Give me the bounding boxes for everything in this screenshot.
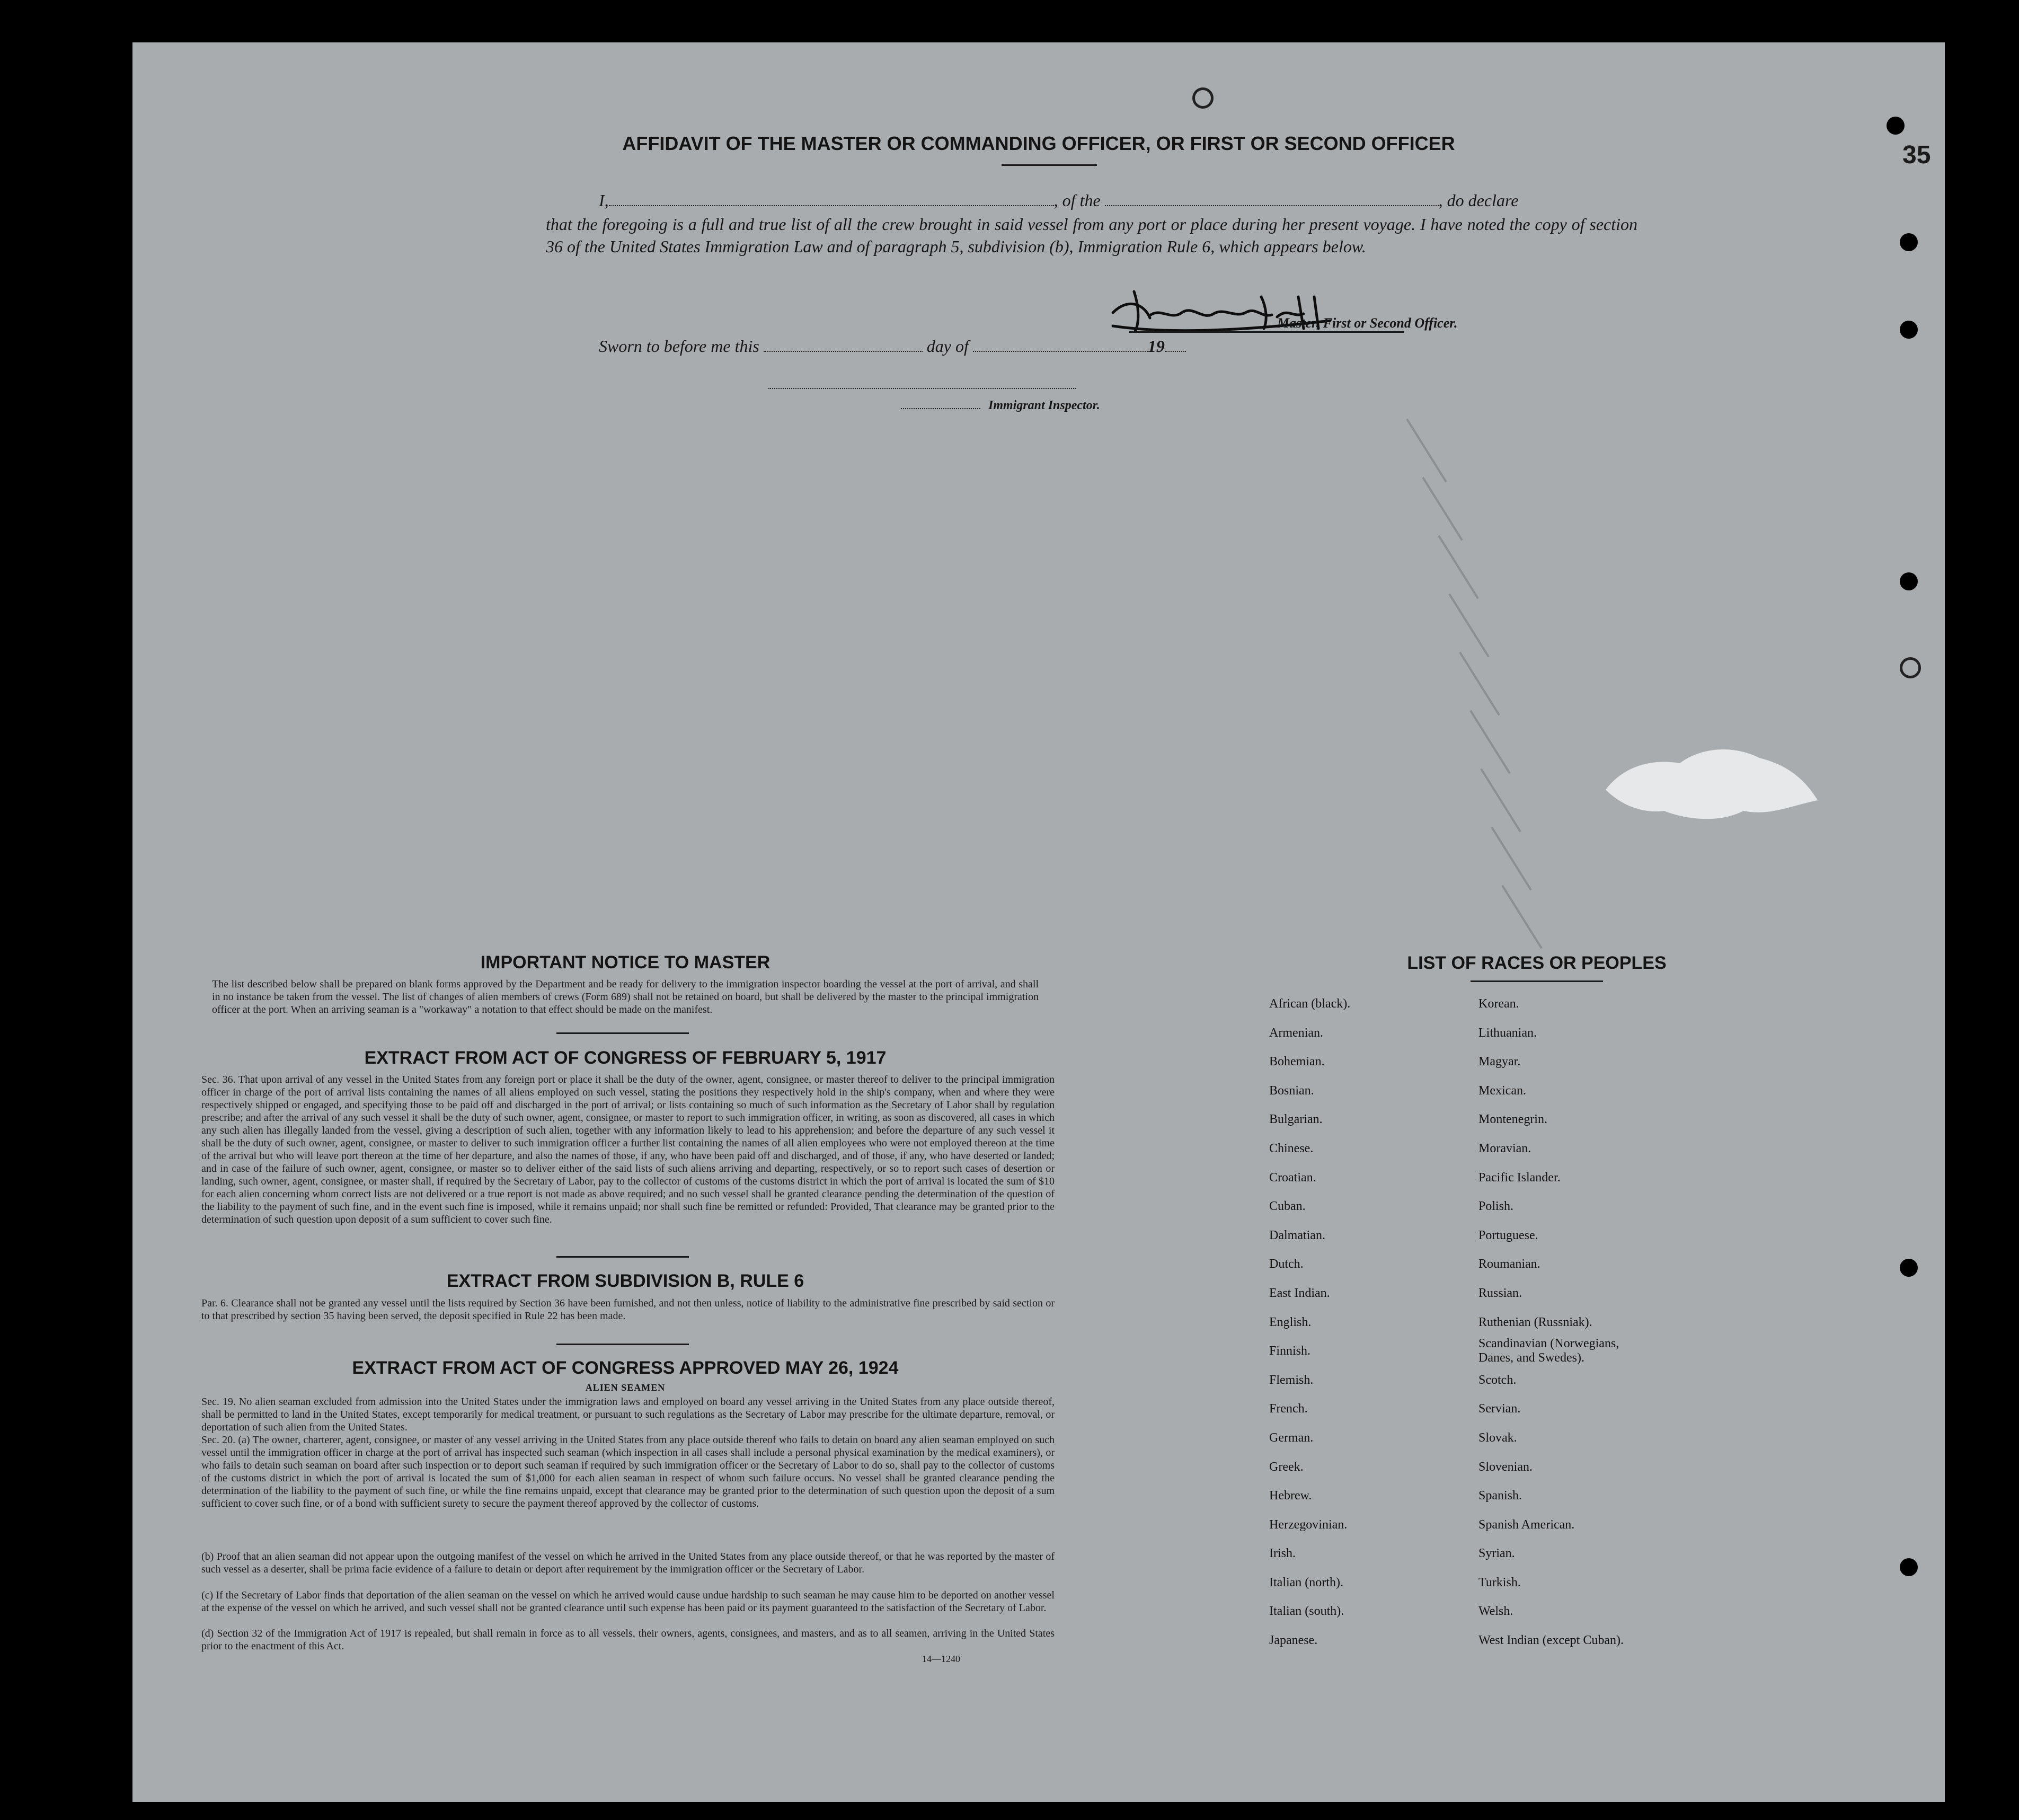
- race-item: Finnish.: [1269, 1344, 1311, 1358]
- affidavit-title: AFFIDAVIT OF THE MASTER OR COMMANDING OFFICER, OR FIRST OR SECOND OFFICER: [622, 132, 1455, 154]
- race-item: Spanish American.: [1478, 1517, 1575, 1532]
- master-name-blank: [609, 205, 1054, 206]
- races-divider: [1471, 980, 1603, 982]
- race-item: Chinese.: [1269, 1141, 1314, 1155]
- declaration-line: [599, 191, 1637, 210]
- race-item: Welsh.: [1478, 1604, 1513, 1619]
- race-item: Slovenian.: [1478, 1460, 1533, 1474]
- race-item: Bosnian.: [1269, 1083, 1314, 1098]
- form-number: 14—1240: [922, 1654, 960, 1664]
- race-item: Russian.: [1478, 1286, 1522, 1300]
- race-item: Korean.: [1478, 997, 1519, 1011]
- race-item: Roumanian.: [1478, 1257, 1540, 1271]
- race-item: Moravian.: [1478, 1141, 1531, 1155]
- race-item: Armenian.: [1269, 1026, 1323, 1040]
- extract-rule6-body: Par. 6. Clearance shall not be granted any vessel until the lists required by Section 36 have been furnished, and not then unless, notice of liability to the administrative fine prescribed by said section or to that prescribed by section 35 having been served, the deposit specified in Rule 22 has been made.: [201, 1297, 1055, 1322]
- notice-title: IMPORTANT NOTICE TO MASTER: [480, 952, 771, 973]
- race-item: Scotch.: [1478, 1373, 1517, 1387]
- signature-line: [1129, 331, 1404, 333]
- race-item: Ruthenian (Russniak).: [1478, 1315, 1592, 1329]
- race-item: Dutch.: [1269, 1257, 1304, 1271]
- extract-1917-body: Sec. 36. That upon arrival of any vessel in the United States from any foreign port or place it shall be the duty of the owner, agent, consignee, or master thereof to deliver to the principal immigration officer in charge of the port of arrival lists containing the names of all aliens employed on such vessel, stating the positions they respectively hold in the ship's company, when and where they were respectively shipped or engaged, and specifying those to be paid off and discharged in the port of arrival; or lists containing so much of such information as the Secretary of Labor shall by regulation prescribe; and after the arrival of any such vessel it shall be the duty of such owner, agent, consignee, or master to report to such immigration officer, in writing, as soon as discovered, all cases in which any such alien has illegally landed from the vessel, giving a description of such alien, together with any information likely to lead to his apprehension; and before the departure of any such vessel it shall be the duty of such owner, agent, consignee, or master to deliver to such immigration officer a further list containing the names of all alien employees who were not employed thereon at the time of the arrival but who will leave port thereon at the time of her departure, and also the names of those, if any, who have been paid off and discharged, and of those, if any, who have deserted or landed; and in case of the failure of such owner, agent, consignee, or master so to deliver either of the said lists of such aliens arriving and departing, respectively, or so to report such cases of desertion or landing, such owner, agent, consignee, or master shall, if required by the Secretary of Labor, pay to the collector of customs of the customs district in which the port of arrival is located the sum of $10 for each alien concerning whom correct lists are not delivered or a true report is not made as above required; and no such vessel shall be granted clearance pending the determination of the question of the liability to the payment of such fine, and in the event such fine is imposed, while it remains unpaid; nor shall such fine be remitted or refunded: Provided, That clearance may be granted prior to the determination of such question upon deposit of a sum sufficient to cover such fine.: [201, 1074, 1055, 1225]
- race-item: Bulgarian.: [1269, 1112, 1323, 1127]
- declaration-of-the: , of the: [1053, 191, 1101, 210]
- notice-body: The list described below shall be prepared on blank forms approved by the Department and be ready for delivery to the immigration inspector boarding the vessel at the port of arrival, and shall in no instance be taken from the vessel. The list of changes of alien members of crews (Form 689) shall not be retained on board, but shall be delivered by the master to the principal immigration officer at the port. When an arriving seaman is a "workaway" a notation to that effect should be made on the manifest.: [212, 978, 1039, 1015]
- race-item: Italian (north).: [1269, 1575, 1343, 1589]
- race-item: English.: [1269, 1315, 1312, 1329]
- sworn-text: Sworn to before me this: [599, 337, 759, 356]
- race-item: Greek.: [1269, 1460, 1304, 1474]
- race-item: Syrian.: [1478, 1547, 1515, 1561]
- race-item: French.: [1269, 1402, 1308, 1416]
- race-item: Scandinavian (Norwegians, Danes, and Swedes).: [1478, 1337, 1619, 1365]
- race-item: Croatian.: [1269, 1170, 1316, 1185]
- extract-1924-title: EXTRACT FROM ACT OF CONGRESS APPROVED MAY 26, 1924: [352, 1358, 899, 1378]
- race-item: Dalmatian.: [1269, 1228, 1325, 1242]
- signature-caption: Master, First or Second Officer.: [1277, 315, 1458, 331]
- sworn-line: [599, 337, 1394, 356]
- extract-1924-sec20a: Sec. 20. (a) The owner, charterer, agent, consignee, or master of any vessel arriving in the United States from any place outside thereof who fails to detain on board any alien seaman employed on such vessel until the immigration officer in charge at the port of arrival has inspected such seaman (which inspection in all cases shall include a personal physical examination by the medical examiners), or who fails to detain such seaman on board after such inspection or to deport such seaman if required by such immigration officer or the Secretary of Labor to do so, shall pay to the collector of customs of the customs district in which the port of arrival is located the sum of $1,000 for each alien seaman in respect of whom such failure occurs. No vessel shall be granted clearance pending the determination of the liability to the payment of such fine, or while the fine remains unpaid, except that clearance may be granted prior to the determination of such question upon the deposit of a sum sufficient to cover such fine, or of a bond with sufficient surety to secure the payment thereof approved by the collector of customs.: [201, 1434, 1055, 1509]
- extract-rule6-divider: [556, 1344, 689, 1345]
- declaration-body: that the foregoing is a full and true list of all the crew brought in said vessel from any port or place during her present voyage. I have noted the copy of section 36 of the United States Immigration Law and of paragraph 5, subdivision (b), Immigration Rule 6, which appears below.: [546, 215, 1637, 256]
- race-item: Mexican.: [1478, 1083, 1526, 1098]
- vessel-name-blank: [1105, 205, 1439, 206]
- title-divider: [1002, 164, 1097, 166]
- race-item: German.: [1269, 1430, 1314, 1445]
- race-item: Pacific Islander.: [1478, 1170, 1561, 1185]
- sworn-year-prefix: 19: [1147, 337, 1165, 356]
- extract-1924-sec20d: (d) Section 32 of the Immigration Act of 1917 is repealed, but shall remain in force as to all vessels, their owners, agents, consignees, and masters, and as to all seamen, arriving in the United States prior to the enactment of this Act.: [201, 1628, 1055, 1652]
- extract-1924-subtitle: ALIEN SEAMEN: [585, 1382, 666, 1393]
- race-item: Montenegrin.: [1478, 1112, 1547, 1127]
- extract-1924-sec20c: (c) If the Secretary of Labor finds that deportation of the alien seaman on the vessel on which he arrived would cause undue hardship to such seaman he may cause him to be deported on another vessel at the expense of the vessel on which he arrived, and such vessel shall not be granted clearance until such expense has been paid or its payment guaranteed to the satisfaction of the Secretary of Labor.: [201, 1589, 1055, 1614]
- race-item: Magyar.: [1478, 1055, 1521, 1069]
- races-title: LIST OF RACES OR PEOPLES: [1407, 953, 1667, 973]
- race-item: Bohemian.: [1269, 1055, 1325, 1069]
- sworn-day-of: day of: [926, 337, 969, 356]
- race-item: East Indian.: [1269, 1286, 1330, 1300]
- race-item: Cuban.: [1269, 1199, 1306, 1214]
- inspector-caption: Immigrant Inspector.: [988, 399, 1100, 412]
- extract-1917-divider: [556, 1256, 689, 1258]
- sworn-year-blank: [1165, 351, 1186, 352]
- race-item: Hebrew.: [1269, 1489, 1312, 1503]
- race-item: Turkish.: [1478, 1575, 1521, 1589]
- race-item: Lithuanian.: [1478, 1026, 1537, 1040]
- race-item: Spanish.: [1478, 1489, 1522, 1503]
- race-item: Polish.: [1478, 1199, 1514, 1214]
- race-item: West Indian (except Cuban).: [1478, 1633, 1624, 1648]
- extract-rule6-title: EXTRACT FROM SUBDIVISION B, RULE 6: [446, 1271, 804, 1291]
- page-number: 35: [1902, 141, 1931, 169]
- inspector-leader: [901, 408, 980, 409]
- declaration-i: I,: [599, 191, 609, 210]
- race-item: Japanese.: [1269, 1633, 1318, 1648]
- race-item: Italian (south).: [1269, 1604, 1344, 1619]
- document-sheet: [132, 42, 1945, 1802]
- inspector-signature-line: [768, 388, 1076, 389]
- race-item: Herzegovinian.: [1269, 1517, 1348, 1532]
- race-item: African (black).: [1269, 997, 1351, 1011]
- race-item: Slovak.: [1478, 1430, 1517, 1445]
- notice-divider: [556, 1032, 689, 1034]
- race-item: Servian.: [1478, 1402, 1521, 1416]
- races-left-column: [1269, 989, 1350, 1655]
- race-item: Flemish.: [1269, 1373, 1314, 1387]
- sworn-day-blank: [764, 351, 923, 352]
- extract-1924-sec20b: (b) Proof that an alien seaman did not appear upon the outgoing manifest of the vessel on which he arrived in the United States from any place outside thereof, or that he was reported by the master of such vessel as a deserter, shall be prima facie evidence of a failure to detain or deport after requirement by the immigration officer or the Secretary of Labor.: [201, 1551, 1055, 1575]
- races-right-column: [1478, 989, 1624, 1655]
- extract-1917-title: EXTRACT FROM ACT OF CONGRESS OF FEBRUARY 5, 1917: [364, 1048, 887, 1068]
- race-item: Portuguese.: [1478, 1228, 1538, 1242]
- sworn-month-blank: [973, 351, 1148, 352]
- paper-damage-patch: [1600, 726, 1823, 832]
- extract-1924-sec19: Sec. 19. No alien seaman excluded from admission into the United States under the immigration laws and employed on board any vessel arriving in the United States from any place outside thereof, shall be permitted to land in the United States, except temporarily for medical treatment, or pursuant to such regulations as the Secretary of Labor may prescribe for the ultimate departure, removal, or deportation of such alien from the United States.: [201, 1396, 1055, 1433]
- race-item: Irish.: [1269, 1547, 1296, 1561]
- declaration-do-declare: , do declare: [1438, 191, 1519, 210]
